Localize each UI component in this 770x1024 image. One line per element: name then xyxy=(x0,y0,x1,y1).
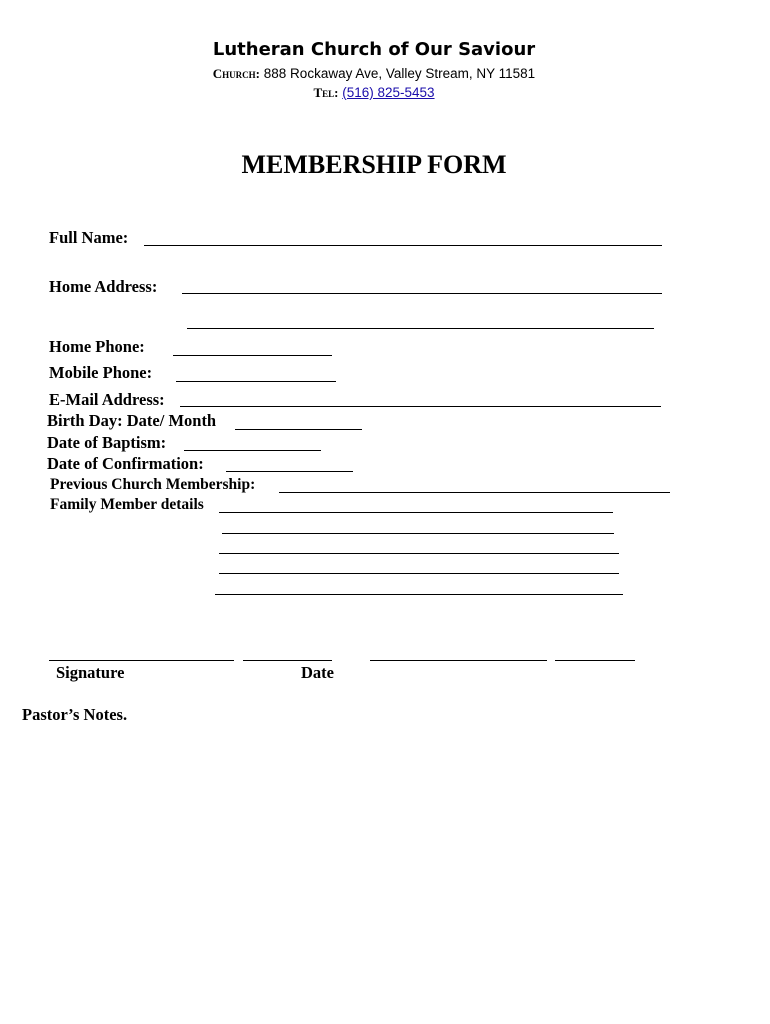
home-phone-label: Home Phone: xyxy=(49,337,145,356)
tel-label: Tel: xyxy=(313,85,339,100)
birth-day-field[interactable] xyxy=(235,429,362,430)
family-details-field-5[interactable] xyxy=(215,594,623,595)
confirmation-label: Date of Confirmation: xyxy=(47,454,204,473)
signature-field-2[interactable] xyxy=(370,660,547,661)
full-name-field[interactable] xyxy=(144,245,662,246)
mobile-phone-label: Mobile Phone: xyxy=(49,363,153,382)
tel-link[interactable]: (516) 825-5453 xyxy=(342,85,435,100)
date-field[interactable] xyxy=(243,660,332,661)
home-phone-field[interactable] xyxy=(173,355,332,356)
church-address: 888 Rockaway Ave, Valley Stream, NY 11581 xyxy=(263,66,536,81)
email-label: E-Mail Address: xyxy=(49,390,165,409)
signature-label: Signature xyxy=(56,663,125,682)
date-label: Date xyxy=(301,663,334,682)
previous-church-label: Previous Church Membership: xyxy=(50,476,256,493)
email-field[interactable] xyxy=(180,406,661,407)
home-address-field-2[interactable] xyxy=(187,328,654,329)
church-address-line xyxy=(0,66,748,82)
mobile-phone-field[interactable] xyxy=(176,381,336,382)
family-details-field-3[interactable] xyxy=(219,553,619,554)
previous-church-field[interactable] xyxy=(279,492,670,493)
pastor-notes-label: Pastor’s Notes. xyxy=(22,705,128,724)
home-address-field-1[interactable] xyxy=(182,293,662,294)
baptism-label: Date of Baptism: xyxy=(47,433,167,452)
church-name: Lutheran Church of Our Saviour xyxy=(212,39,536,60)
family-details-field-1[interactable] xyxy=(219,512,613,513)
baptism-field[interactable] xyxy=(184,450,321,451)
home-address-label: Home Address: xyxy=(49,277,158,296)
family-details-label: Family Member details xyxy=(50,496,204,513)
church-tel-line xyxy=(0,85,748,101)
form-title: MEMBERSHIP FORM xyxy=(241,150,507,179)
confirmation-field[interactable] xyxy=(226,471,353,472)
date-field-2[interactable] xyxy=(555,660,635,661)
signature-field[interactable] xyxy=(49,660,234,661)
family-details-field-2[interactable] xyxy=(222,533,614,534)
family-details-field-4[interactable] xyxy=(219,573,619,574)
full-name-label: Full Name: xyxy=(49,228,129,247)
birth-day-label: Birth Day: Date/ Month xyxy=(47,411,217,430)
address-label: Church: xyxy=(212,66,261,81)
